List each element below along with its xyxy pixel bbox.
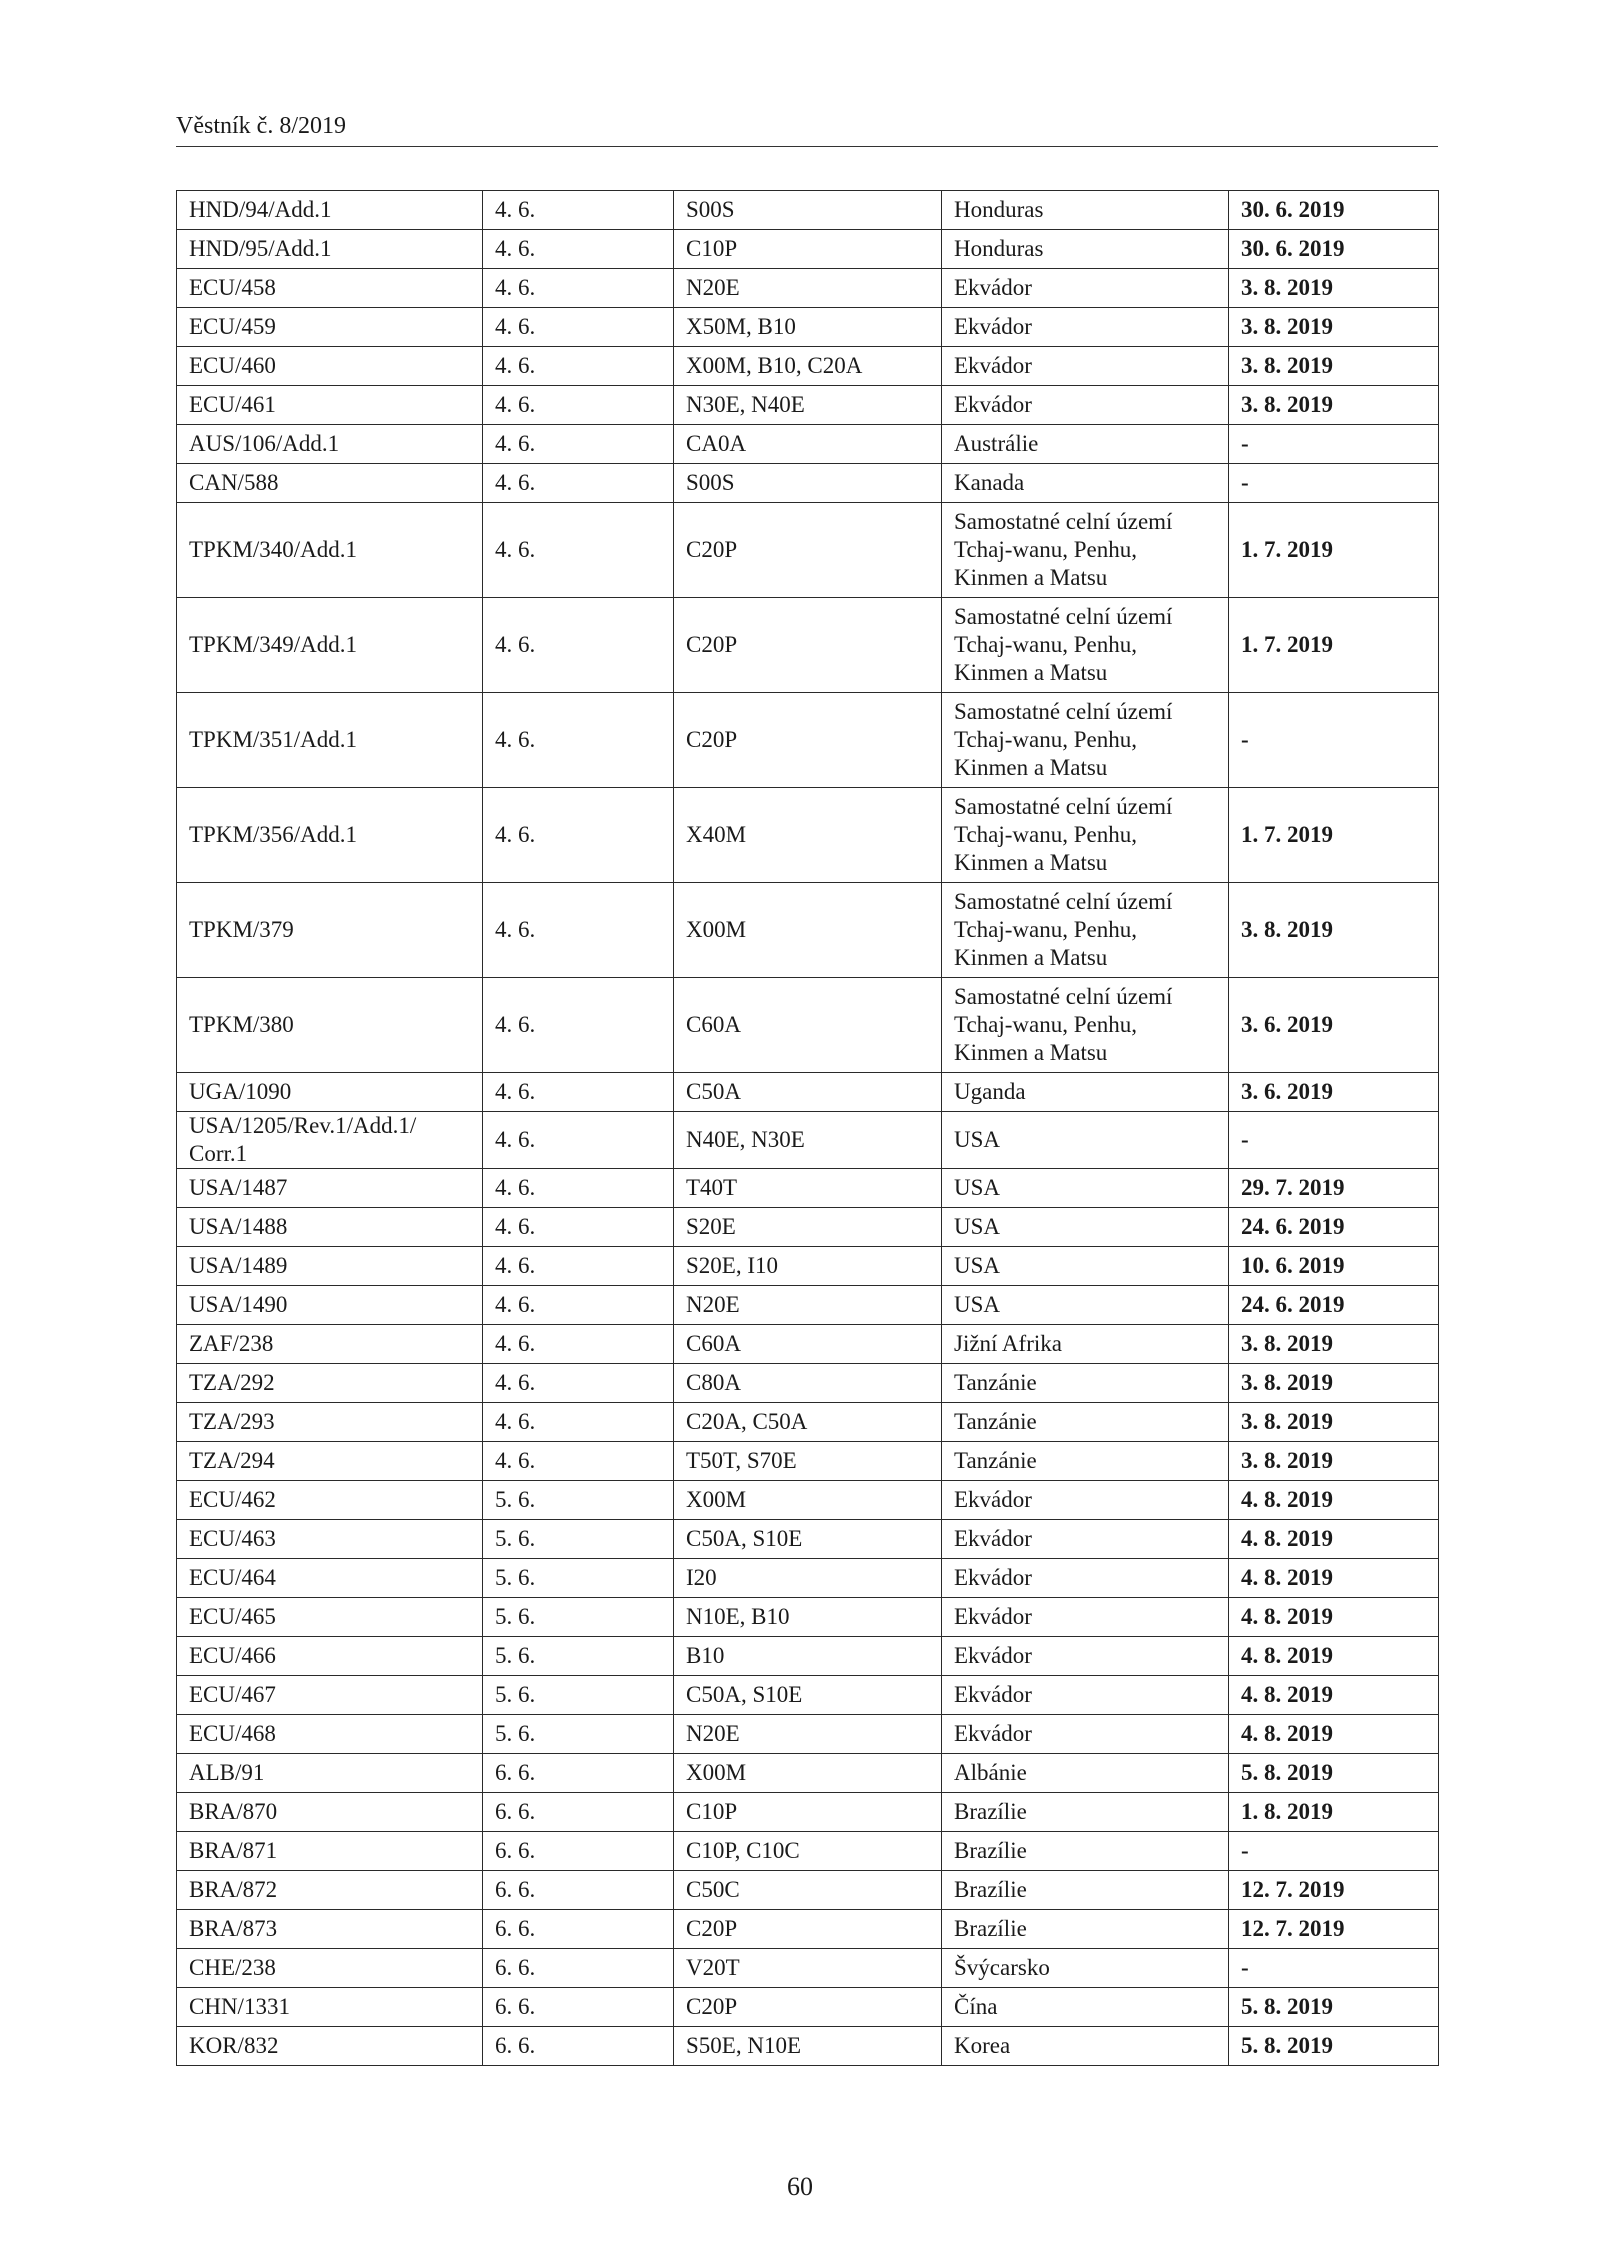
table-row <box>177 2027 1439 2066</box>
cell-notification-date: 4. 6. <box>483 693 674 788</box>
cell-product-code: C20P <box>674 1910 942 1949</box>
cell-deadline: 4. 8. 2019 <box>1229 1676 1439 1715</box>
cell-product-code: X00M <box>674 1481 942 1520</box>
cell-document-code: ECU/467 <box>177 1676 483 1715</box>
cell-product-code: C10P <box>674 1793 942 1832</box>
cell-product-code: S20E, I10 <box>674 1247 942 1286</box>
cell-deadline: 4. 8. 2019 <box>1229 1598 1439 1637</box>
cell-notification-date: 4. 6. <box>483 191 674 230</box>
cell-country: Honduras <box>942 191 1229 230</box>
cell-deadline: 30. 6. 2019 <box>1229 230 1439 269</box>
cell-product-code: C50A, S10E <box>674 1520 942 1559</box>
cell-document-code: BRA/872 <box>177 1871 483 1910</box>
cell-document-code: ECU/463 <box>177 1520 483 1559</box>
cell-product-code: C50C <box>674 1871 942 1910</box>
cell-product-code: T50T, S70E <box>674 1442 942 1481</box>
cell-deadline: 4. 8. 2019 <box>1229 1520 1439 1559</box>
cell-notification-date: 4. 6. <box>483 1247 674 1286</box>
cell-deadline: 4. 8. 2019 <box>1229 1637 1439 1676</box>
cell-document-code: ECU/466 <box>177 1637 483 1676</box>
cell-document-code: USA/1205/Rev.1/Add.1/ Corr.1 <box>177 1112 483 1169</box>
cell-notification-date: 6. 6. <box>483 2027 674 2066</box>
cell-product-code: C50A <box>674 1073 942 1112</box>
cell-document-code: TPKM/380 <box>177 978 483 1073</box>
cell-country: USA <box>942 1169 1229 1208</box>
cell-country: Ekvádor <box>942 1598 1229 1637</box>
cell-deadline: - <box>1229 425 1439 464</box>
cell-country: USA <box>942 1247 1229 1286</box>
cell-deadline: 1. 8. 2019 <box>1229 1793 1439 1832</box>
cell-product-code: T40T <box>674 1169 942 1208</box>
table-row <box>177 1832 1439 1871</box>
cell-country: USA <box>942 1112 1229 1169</box>
cell-country: Ekvádor <box>942 1637 1229 1676</box>
cell-document-code: ZAF/238 <box>177 1325 483 1364</box>
table-row <box>177 308 1439 347</box>
table-row <box>177 1286 1439 1325</box>
cell-product-code: CA0A <box>674 425 942 464</box>
table-row <box>177 269 1439 308</box>
cell-document-code: USA/1490 <box>177 1286 483 1325</box>
cell-country: Ekvádor <box>942 308 1229 347</box>
cell-notification-date: 4. 6. <box>483 978 674 1073</box>
cell-country: Samostatné celní území Tchaj-wanu, Penhu, Kinmen a Matsu <box>942 788 1229 883</box>
cell-product-code: N40E, N30E <box>674 1112 942 1169</box>
cell-deadline: - <box>1229 1949 1439 1988</box>
cell-deadline: 3. 6. 2019 <box>1229 1073 1439 1112</box>
cell-country: Ekvádor <box>942 386 1229 425</box>
cell-country: Brazílie <box>942 1793 1229 1832</box>
cell-notification-date: 4. 6. <box>483 1325 674 1364</box>
cell-notification-date: 5. 6. <box>483 1520 674 1559</box>
table-row <box>177 464 1439 503</box>
cell-country: Honduras <box>942 230 1229 269</box>
cell-document-code: CHE/238 <box>177 1949 483 1988</box>
cell-product-code: S50E, N10E <box>674 2027 942 2066</box>
cell-deadline: 12. 7. 2019 <box>1229 1871 1439 1910</box>
table-row <box>177 1442 1439 1481</box>
cell-notification-date: 4. 6. <box>483 1364 674 1403</box>
cell-document-code: ECU/464 <box>177 1559 483 1598</box>
cell-document-code: ECU/458 <box>177 269 483 308</box>
table-row <box>177 1949 1439 1988</box>
cell-product-code: C50A, S10E <box>674 1676 942 1715</box>
cell-deadline: - <box>1229 693 1439 788</box>
cell-notification-date: 4. 6. <box>483 308 674 347</box>
table-row <box>177 191 1439 230</box>
cell-deadline: 5. 8. 2019 <box>1229 1988 1439 2027</box>
cell-notification-date: 4. 6. <box>483 1169 674 1208</box>
cell-document-code: ECU/459 <box>177 308 483 347</box>
cell-notification-date: 4. 6. <box>483 503 674 598</box>
cell-notification-date: 4. 6. <box>483 347 674 386</box>
table-row <box>177 978 1439 1073</box>
cell-notification-date: 5. 6. <box>483 1559 674 1598</box>
table-row <box>177 1325 1439 1364</box>
cell-deadline: 3. 8. 2019 <box>1229 1442 1439 1481</box>
table-row <box>177 1403 1439 1442</box>
cell-product-code: N20E <box>674 269 942 308</box>
cell-product-code: C20P <box>674 1988 942 2027</box>
cell-product-code: I20 <box>674 1559 942 1598</box>
cell-document-code: TPKM/379 <box>177 883 483 978</box>
cell-document-code: TZA/293 <box>177 1403 483 1442</box>
cell-country: Tanzánie <box>942 1403 1229 1442</box>
cell-product-code: N10E, B10 <box>674 1598 942 1637</box>
cell-product-code: V20T <box>674 1949 942 1988</box>
cell-notification-date: 4. 6. <box>483 788 674 883</box>
cell-notification-date: 4. 6. <box>483 230 674 269</box>
page-number: 60 <box>787 2172 813 2201</box>
table-row <box>177 1715 1439 1754</box>
cell-deadline: 30. 6. 2019 <box>1229 191 1439 230</box>
cell-deadline: 3. 8. 2019 <box>1229 1325 1439 1364</box>
cell-deadline: 3. 8. 2019 <box>1229 386 1439 425</box>
cell-deadline: 3. 8. 2019 <box>1229 1403 1439 1442</box>
cell-deadline: 10. 6. 2019 <box>1229 1247 1439 1286</box>
cell-product-code: C20P <box>674 693 942 788</box>
cell-product-code: N20E <box>674 1715 942 1754</box>
cell-product-code: C20P <box>674 598 942 693</box>
cell-notification-date: 4. 6. <box>483 598 674 693</box>
cell-notification-date: 4. 6. <box>483 425 674 464</box>
cell-document-code: USA/1487 <box>177 1169 483 1208</box>
table-row <box>177 883 1439 978</box>
cell-product-code: S00S <box>674 464 942 503</box>
table-row <box>177 503 1439 598</box>
cell-country: USA <box>942 1286 1229 1325</box>
cell-country: Čína <box>942 1988 1229 2027</box>
cell-product-code: C60A <box>674 978 942 1073</box>
table-row <box>177 1988 1439 2027</box>
cell-deadline: 3. 8. 2019 <box>1229 1364 1439 1403</box>
cell-notification-date: 4. 6. <box>483 1403 674 1442</box>
cell-deadline: 5. 8. 2019 <box>1229 2027 1439 2066</box>
table-row <box>177 386 1439 425</box>
page-header: Věstník č. 8/2019 <box>176 112 1438 147</box>
cell-notification-date: 6. 6. <box>483 1910 674 1949</box>
cell-country: Samostatné celní území Tchaj-wanu, Penhu, Kinmen a Matsu <box>942 693 1229 788</box>
cell-deadline: 5. 8. 2019 <box>1229 1754 1439 1793</box>
cell-document-code: TPKM/340/Add.1 <box>177 503 483 598</box>
cell-product-code: C60A <box>674 1325 942 1364</box>
cell-product-code: X40M <box>674 788 942 883</box>
cell-product-code: N30E, N40E <box>674 386 942 425</box>
table-row <box>177 1559 1439 1598</box>
cell-document-code: ECU/468 <box>177 1715 483 1754</box>
cell-notification-date: 6. 6. <box>483 1754 674 1793</box>
cell-notification-date: 4. 6. <box>483 1286 674 1325</box>
cell-document-code: ECU/460 <box>177 347 483 386</box>
cell-country: Brazílie <box>942 1871 1229 1910</box>
table-row <box>177 1073 1439 1112</box>
cell-deadline: 3. 8. 2019 <box>1229 308 1439 347</box>
cell-deadline: 29. 7. 2019 <box>1229 1169 1439 1208</box>
cell-product-code: X00M <box>674 1754 942 1793</box>
cell-document-code: BRA/873 <box>177 1910 483 1949</box>
cell-deadline: 1. 7. 2019 <box>1229 788 1439 883</box>
cell-document-code: TPKM/349/Add.1 <box>177 598 483 693</box>
cell-deadline: 3. 6. 2019 <box>1229 978 1439 1073</box>
table-row <box>177 230 1439 269</box>
cell-notification-date: 6. 6. <box>483 1871 674 1910</box>
table-row <box>177 788 1439 883</box>
table-row <box>177 1112 1439 1169</box>
cell-notification-date: 4. 6. <box>483 1442 674 1481</box>
table-row <box>177 693 1439 788</box>
cell-document-code: TZA/294 <box>177 1442 483 1481</box>
cell-notification-date: 6. 6. <box>483 1832 674 1871</box>
table-row <box>177 1793 1439 1832</box>
cell-country: Ekvádor <box>942 347 1229 386</box>
cell-document-code: HND/95/Add.1 <box>177 230 483 269</box>
cell-deadline: - <box>1229 1112 1439 1169</box>
cell-country: Kanada <box>942 464 1229 503</box>
cell-country: Jižní Afrika <box>942 1325 1229 1364</box>
cell-notification-date: 5. 6. <box>483 1715 674 1754</box>
cell-product-code: N20E <box>674 1286 942 1325</box>
cell-product-code: S00S <box>674 191 942 230</box>
cell-country: Tanzánie <box>942 1364 1229 1403</box>
cell-deadline: 4. 8. 2019 <box>1229 1715 1439 1754</box>
table-row <box>177 425 1439 464</box>
table-row <box>177 1910 1439 1949</box>
cell-document-code: ECU/462 <box>177 1481 483 1520</box>
cell-country: Ekvádor <box>942 1520 1229 1559</box>
notification-table-body <box>177 191 1439 2066</box>
cell-product-code: C20P <box>674 503 942 598</box>
cell-country: Ekvádor <box>942 1559 1229 1598</box>
cell-country: Tanzánie <box>942 1442 1229 1481</box>
cell-document-code: AUS/106/Add.1 <box>177 425 483 464</box>
cell-notification-date: 4. 6. <box>483 269 674 308</box>
cell-deadline: - <box>1229 1832 1439 1871</box>
cell-document-code: BRA/871 <box>177 1832 483 1871</box>
cell-country: Samostatné celní území Tchaj-wanu, Penhu, Kinmen a Matsu <box>942 503 1229 598</box>
cell-country: Ekvádor <box>942 269 1229 308</box>
cell-deadline: 12. 7. 2019 <box>1229 1910 1439 1949</box>
table-row <box>177 1208 1439 1247</box>
notification-table <box>176 190 1439 2066</box>
table-row <box>177 1247 1439 1286</box>
cell-notification-date: 4. 6. <box>483 386 674 425</box>
cell-product-code: X00M <box>674 883 942 978</box>
table-row <box>177 1481 1439 1520</box>
cell-deadline: 4. 8. 2019 <box>1229 1481 1439 1520</box>
cell-document-code: USA/1488 <box>177 1208 483 1247</box>
cell-notification-date: 4. 6. <box>483 883 674 978</box>
cell-notification-date: 5. 6. <box>483 1637 674 1676</box>
cell-product-code: C10P, C10C <box>674 1832 942 1871</box>
table-row <box>177 1520 1439 1559</box>
cell-document-code: UGA/1090 <box>177 1073 483 1112</box>
cell-country: Samostatné celní území Tchaj-wanu, Penhu, Kinmen a Matsu <box>942 883 1229 978</box>
cell-document-code: HND/94/Add.1 <box>177 191 483 230</box>
cell-deadline: 3. 8. 2019 <box>1229 269 1439 308</box>
cell-deadline: - <box>1229 464 1439 503</box>
cell-notification-date: 4. 6. <box>483 1208 674 1247</box>
cell-country: Uganda <box>942 1073 1229 1112</box>
cell-notification-date: 6. 6. <box>483 1988 674 2027</box>
cell-notification-date: 5. 6. <box>483 1481 674 1520</box>
table-row <box>177 1871 1439 1910</box>
cell-document-code: KOR/832 <box>177 2027 483 2066</box>
cell-country: Švýcarsko <box>942 1949 1229 1988</box>
cell-document-code: TZA/292 <box>177 1364 483 1403</box>
cell-document-code: ECU/461 <box>177 386 483 425</box>
table-row <box>177 1169 1439 1208</box>
cell-notification-date: 6. 6. <box>483 1949 674 1988</box>
cell-country: USA <box>942 1208 1229 1247</box>
cell-notification-date: 6. 6. <box>483 1793 674 1832</box>
cell-notification-date: 4. 6. <box>483 464 674 503</box>
cell-deadline: 24. 6. 2019 <box>1229 1208 1439 1247</box>
cell-country: Ekvádor <box>942 1715 1229 1754</box>
cell-product-code: C20A, C50A <box>674 1403 942 1442</box>
table-row <box>177 1637 1439 1676</box>
cell-country: Austrálie <box>942 425 1229 464</box>
cell-document-code: ECU/465 <box>177 1598 483 1637</box>
cell-product-code: C10P <box>674 230 942 269</box>
cell-country: Ekvádor <box>942 1481 1229 1520</box>
cell-document-code: TPKM/356/Add.1 <box>177 788 483 883</box>
table-row <box>177 347 1439 386</box>
table-row <box>177 1598 1439 1637</box>
cell-notification-date: 5. 6. <box>483 1598 674 1637</box>
cell-document-code: BRA/870 <box>177 1793 483 1832</box>
cell-notification-date: 5. 6. <box>483 1676 674 1715</box>
table-row <box>177 598 1439 693</box>
cell-product-code: X50M, B10 <box>674 308 942 347</box>
cell-deadline: 1. 7. 2019 <box>1229 598 1439 693</box>
cell-notification-date: 4. 6. <box>483 1073 674 1112</box>
cell-country: Samostatné celní území Tchaj-wanu, Penhu, Kinmen a Matsu <box>942 978 1229 1073</box>
cell-deadline: 4. 8. 2019 <box>1229 1559 1439 1598</box>
cell-deadline: 24. 6. 2019 <box>1229 1286 1439 1325</box>
cell-product-code: C80A <box>674 1364 942 1403</box>
cell-country: Samostatné celní území Tchaj-wanu, Penhu, Kinmen a Matsu <box>942 598 1229 693</box>
cell-document-code: CHN/1331 <box>177 1988 483 2027</box>
cell-country: Ekvádor <box>942 1676 1229 1715</box>
cell-country: Brazílie <box>942 1910 1229 1949</box>
cell-country: Korea <box>942 2027 1229 2066</box>
cell-document-code: TPKM/351/Add.1 <box>177 693 483 788</box>
table-row <box>177 1754 1439 1793</box>
cell-deadline: 3. 8. 2019 <box>1229 347 1439 386</box>
cell-product-code: B10 <box>674 1637 942 1676</box>
cell-deadline: 3. 8. 2019 <box>1229 883 1439 978</box>
cell-document-code: CAN/588 <box>177 464 483 503</box>
cell-product-code: X00M, B10, C20A <box>674 347 942 386</box>
cell-country: Albánie <box>942 1754 1229 1793</box>
table-row <box>177 1676 1439 1715</box>
cell-document-code: USA/1489 <box>177 1247 483 1286</box>
cell-deadline: 1. 7. 2019 <box>1229 503 1439 598</box>
cell-document-code: ALB/91 <box>177 1754 483 1793</box>
cell-product-code: S20E <box>674 1208 942 1247</box>
table-row <box>177 1364 1439 1403</box>
cell-country: Brazílie <box>942 1832 1229 1871</box>
cell-notification-date: 4. 6. <box>483 1112 674 1169</box>
